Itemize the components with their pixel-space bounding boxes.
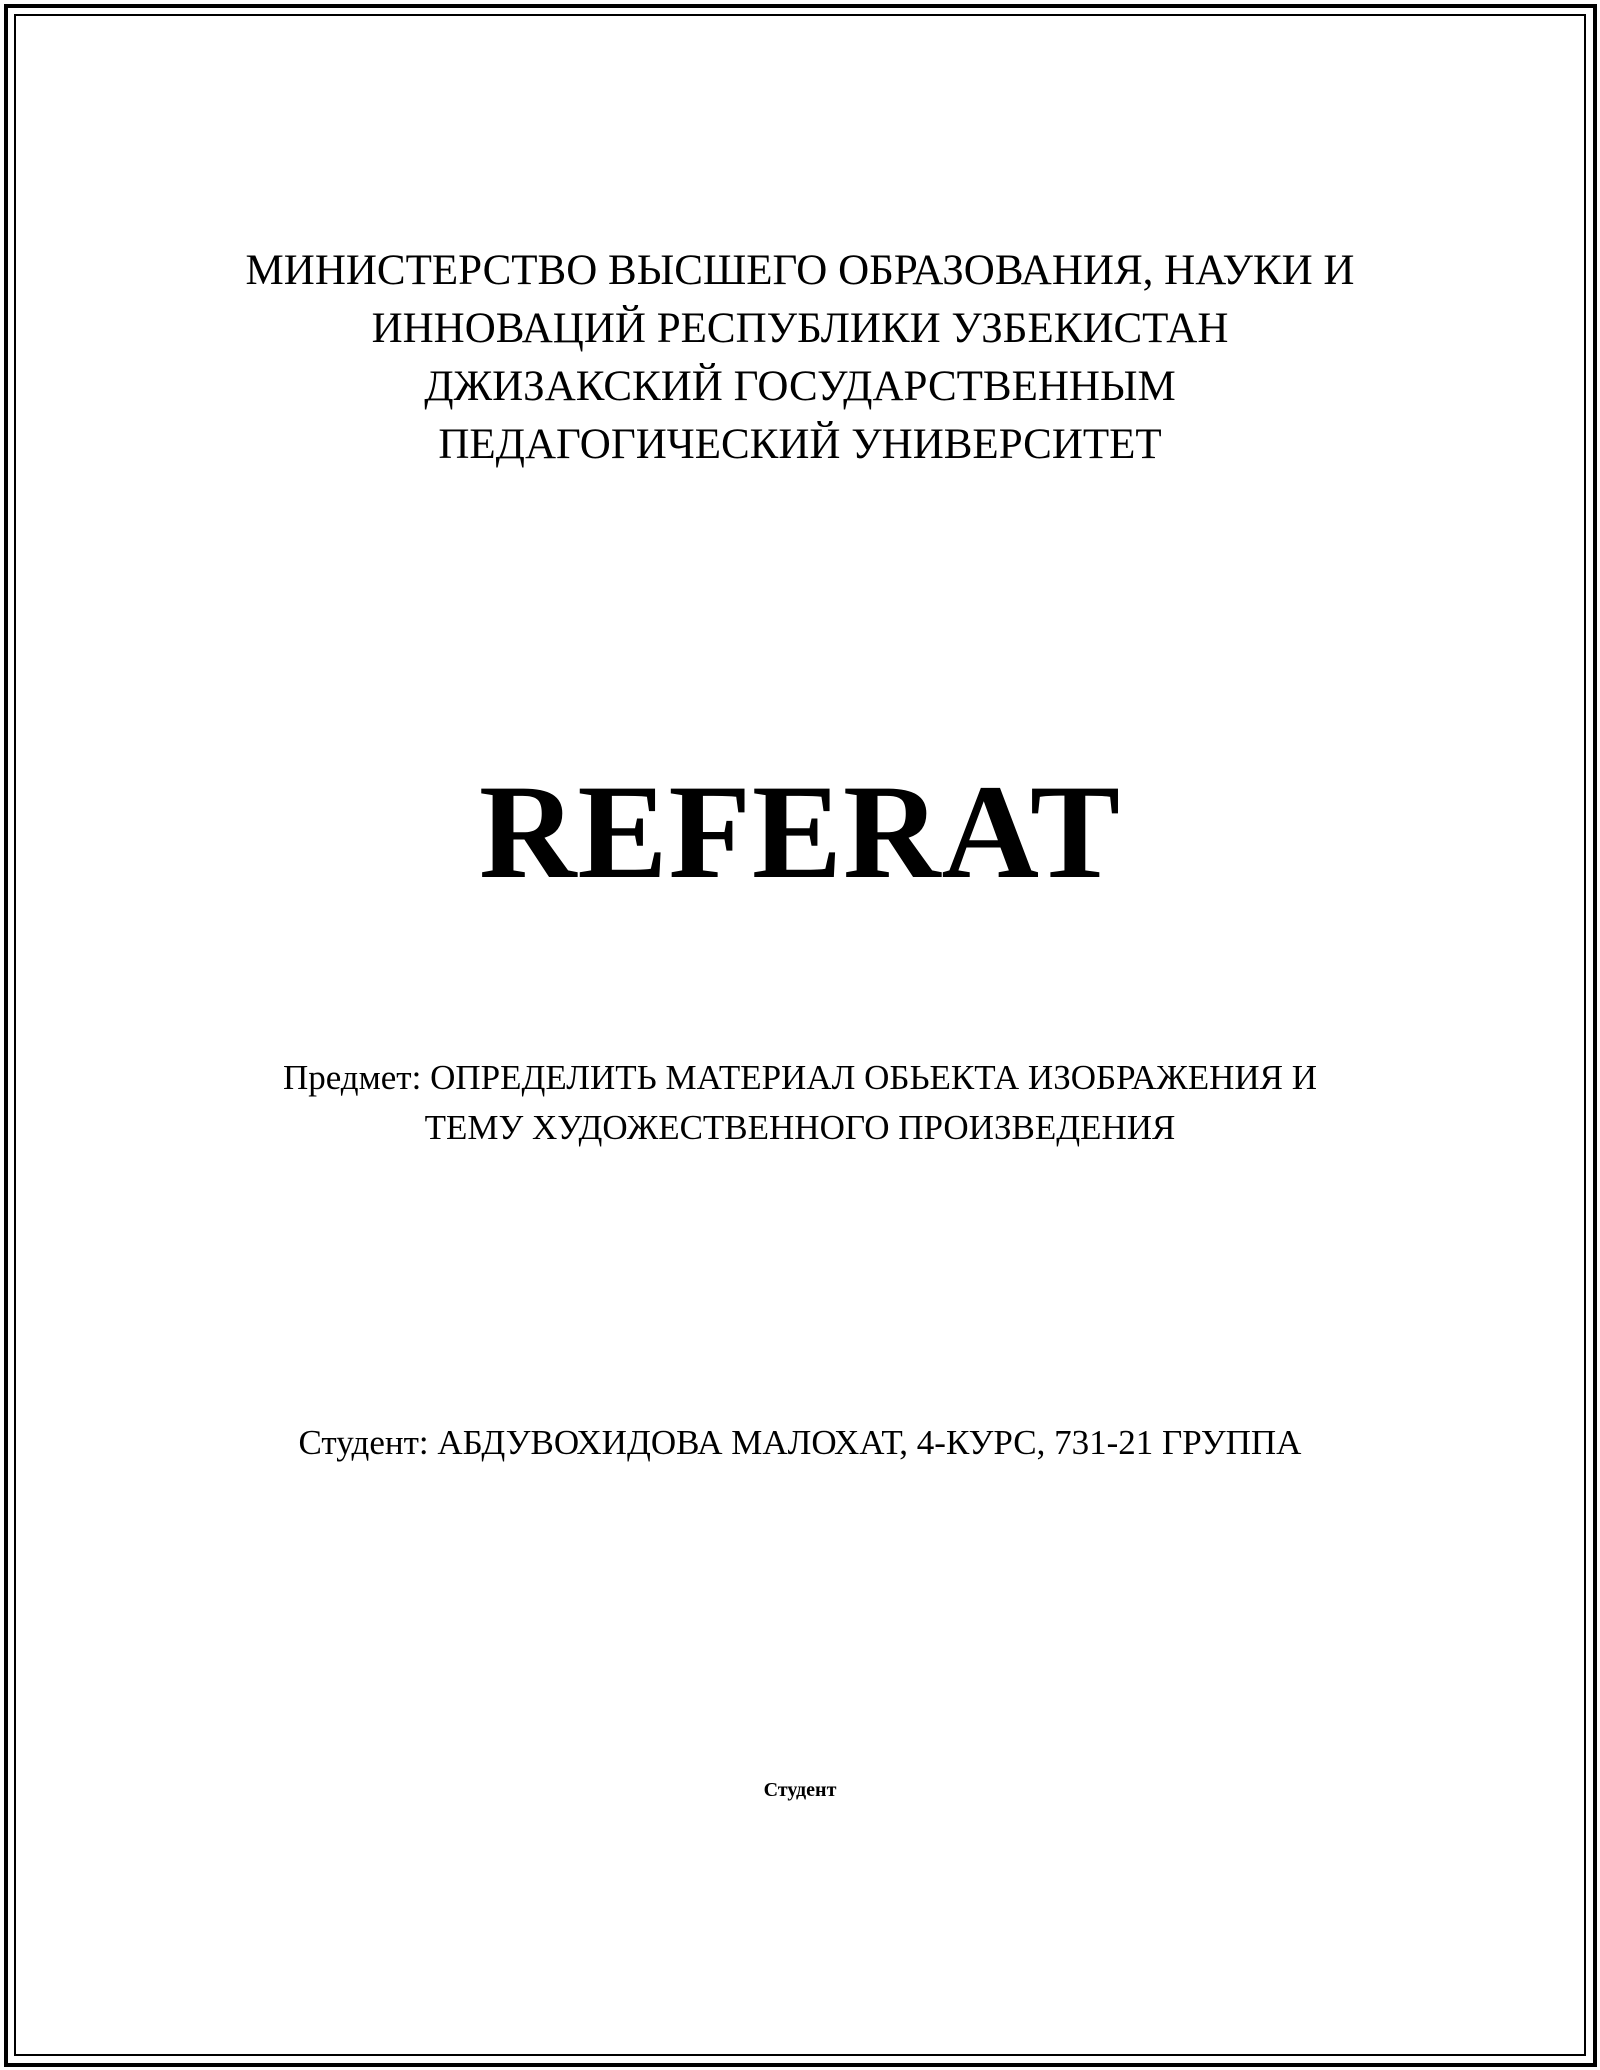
header-line-1: МИНИСТЕРСТВО ВЫСШЕГО ОБРАЗОВАНИЯ, НАУКИ И [245, 247, 1355, 294]
header-line-4: ПЕДАГОГИЧЕСКИЙ УНИВЕРСИТЕТ [438, 421, 1162, 468]
institution-header [0, 242, 1600, 474]
header-line-3: ДЖИЗАКСКИЙ ГОСУДАРСТВЕННЫМ [424, 363, 1176, 410]
student-info: Студент: АБДУВОХИДОВА МАЛОХАТ, 4-КУРС, 731-21 ГРУППА [298, 1423, 1302, 1462]
footer-student-label: Студент [763, 1779, 837, 1801]
subject-line-2: ТЕМУ ХУДОЖЕСТВЕННОГО ПРОИЗВЕДЕНИЯ [424, 1108, 1176, 1147]
header-line-2: ИННОВАЦИЙ РЕСПУБЛИКИ УЗБЕКИСТАН [371, 305, 1229, 352]
subject-line-1: Предмет: ОПРЕДЕЛИТЬ МАТЕРИАЛ ОБЬЕКТА ИЗОБРАЖЕНИЯ И [282, 1058, 1318, 1097]
subject-block [0, 1053, 1600, 1153]
document-title: REFERAT [478, 758, 1122, 907]
